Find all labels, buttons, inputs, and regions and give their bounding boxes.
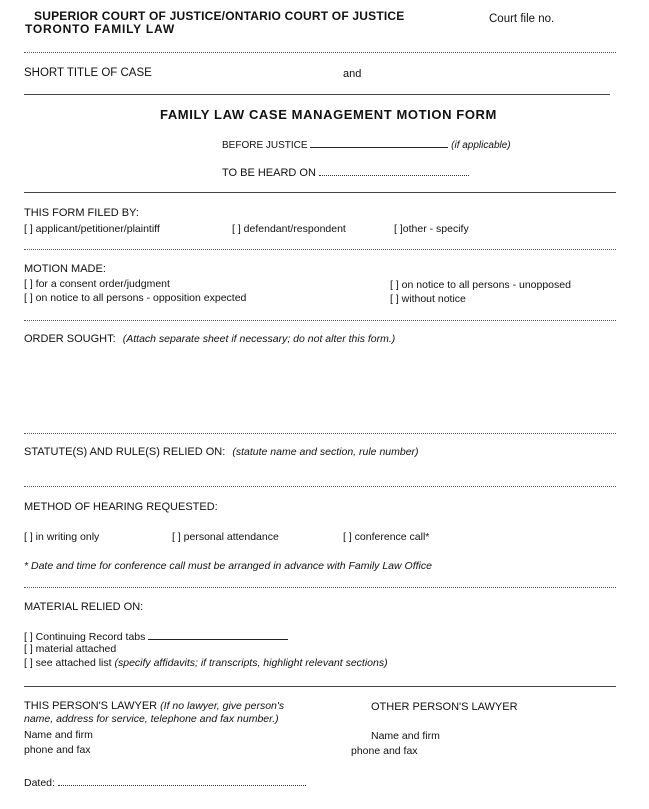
other-lawyer-phone-fax: phone and fax: [351, 745, 418, 757]
filed-by-applicant-option[interactable]: [ ] applicant/petitioner/plaintiff: [24, 223, 160, 235]
order-sought-label: ORDER SOUGHT:: [24, 333, 116, 345]
court-name-line2: TORONTO FAMILY LAW: [25, 22, 175, 36]
material-label: MATERIAL RELIED ON:: [24, 601, 144, 613]
divider: [24, 249, 616, 250]
this-lawyer-label: THIS PERSON'S LAWYER: [24, 700, 158, 712]
filed-by-other-option[interactable]: [ ]other - specify: [394, 223, 469, 235]
short-title-label: SHORT TITLE OF CASE: [24, 67, 152, 79]
divider: [24, 52, 616, 53]
this-lawyer-row: [24, 700, 284, 712]
short-title-line[interactable]: [24, 94, 610, 95]
material-continuing-row: [24, 629, 288, 643]
other-lawyer-label: OTHER PERSON'S LAWYER: [371, 701, 518, 713]
method-writing-option[interactable]: [ ] in writing only: [24, 531, 100, 543]
this-lawyer-note-line1: (If no lawyer, give person's: [160, 700, 285, 712]
before-justice-row: [222, 137, 511, 151]
method-personal-option[interactable]: [ ] personal attendance: [172, 531, 279, 543]
other-lawyer-name-firm: Name and firm: [371, 730, 440, 742]
heard-on-field[interactable]: [319, 165, 469, 176]
statute-row: [24, 446, 419, 458]
method-conference-option[interactable]: [ ] conference call*: [343, 531, 430, 543]
before-justice-field[interactable]: [310, 137, 448, 148]
this-lawyer-name-firm: Name and firm: [24, 729, 93, 741]
material-list-row: [24, 657, 388, 669]
material-attached-option[interactable]: [ ] material attached: [24, 643, 117, 655]
motion-made-label: MOTION MADE:: [24, 263, 106, 275]
statute-note: (statute name and section, rule number): [232, 446, 419, 458]
filed-by-defendant-option[interactable]: [ ] defendant/respondent: [232, 223, 346, 235]
material-continuing-option[interactable]: [ ] Continuing Record tabs: [24, 631, 146, 643]
heard-on-label: TO BE HEARD ON: [222, 167, 316, 179]
this-lawyer-note-line2: name, address for service, telephone and fax number.): [24, 713, 279, 725]
divider: [24, 587, 616, 588]
divider: [24, 320, 616, 321]
motion-without-notice-option[interactable]: [ ] without notice: [390, 293, 466, 305]
record-tabs-field[interactable]: [148, 629, 288, 640]
divider: [24, 192, 616, 193]
motion-opposition-option[interactable]: [ ] on notice to all persons - opposition expected: [24, 292, 247, 304]
motion-unopposed-option[interactable]: [ ] on notice to all persons - unopposed: [390, 279, 571, 291]
divider: [24, 433, 616, 434]
statute-label: STATUTE(S) AND RULE(S) RELIED ON:: [24, 446, 226, 458]
order-sought-row: [24, 333, 395, 345]
short-title-and: and: [343, 68, 362, 80]
heard-on-row: [222, 165, 469, 179]
statute-area[interactable]: [24, 462, 616, 482]
court-name-line1: SUPERIOR COURT OF JUSTICE/ONTARIO COURT OF JUSTICE: [34, 9, 405, 23]
divider: [24, 686, 616, 687]
order-sought-area[interactable]: [24, 350, 616, 430]
court-file-no-label: Court file no.: [489, 13, 555, 25]
before-justice-note: (if applicable): [451, 140, 511, 151]
motion-consent-option[interactable]: [ ] for a consent order/judgment: [24, 278, 170, 290]
conference-footnote: * Date and time for conference call must be arranged in advance with Family Law Office: [24, 560, 432, 572]
divider: [24, 486, 616, 487]
before-justice-label: BEFORE JUSTICE: [222, 140, 308, 151]
dated-row: [24, 775, 306, 789]
this-lawyer-phone-fax: phone and fax: [24, 744, 91, 756]
dated-field[interactable]: [58, 775, 306, 786]
dated-label: Dated:: [24, 777, 55, 789]
filed-by-label: THIS FORM FILED BY:: [24, 207, 139, 219]
method-label: METHOD OF HEARING REQUESTED:: [24, 501, 218, 513]
form-title: FAMILY LAW CASE MANAGEMENT MOTION FORM: [160, 107, 497, 122]
order-sought-note: (Attach separate sheet if necessary; do not alter this form.): [122, 333, 396, 345]
material-list-note: (specify affidavits; if transcripts, highlight relevant sections): [114, 657, 388, 669]
material-list-option[interactable]: [ ] see attached list: [24, 657, 112, 669]
